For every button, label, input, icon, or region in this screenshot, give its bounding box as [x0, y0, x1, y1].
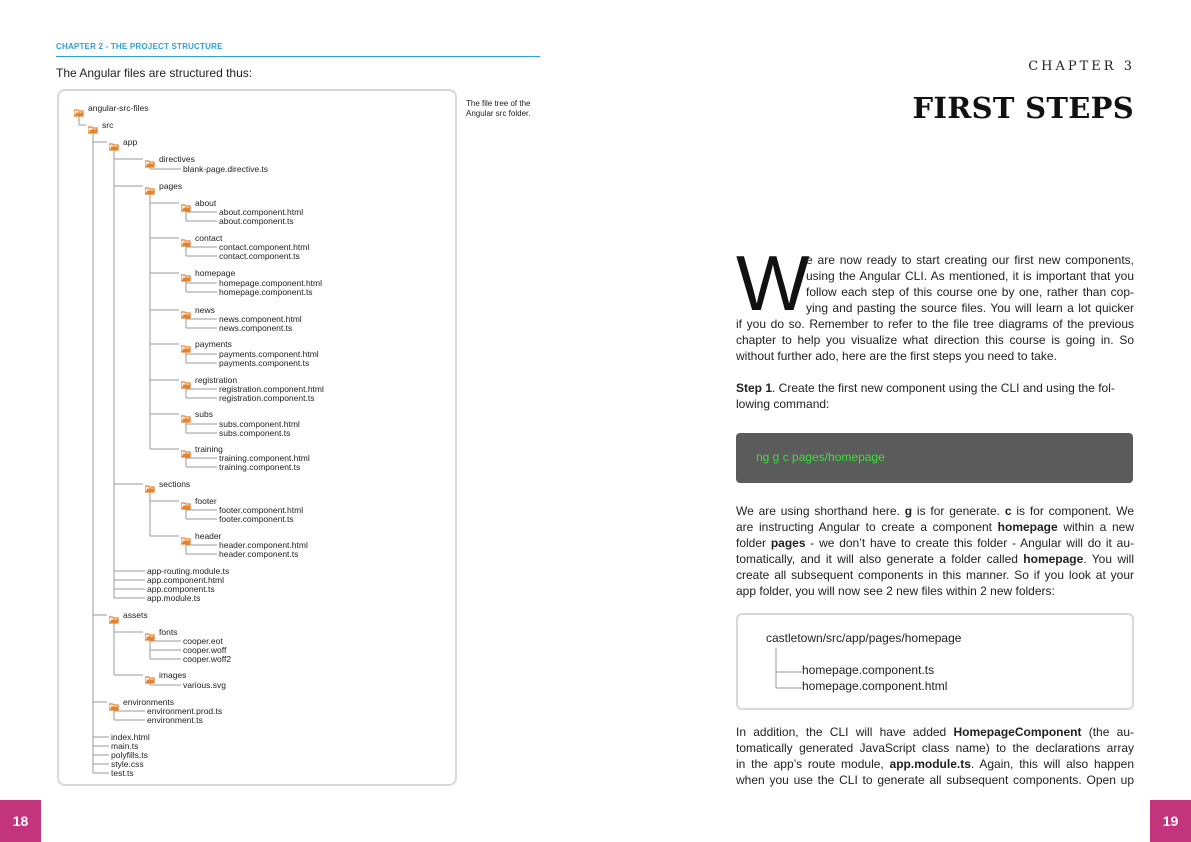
tree-folder: contact	[195, 233, 223, 243]
chapter-title: FIRST STEPS	[912, 91, 1134, 125]
tree-file: payments.component.html	[219, 349, 319, 359]
intro-line: without further ado, here are the first steps you need to take.	[736, 349, 1057, 363]
paragraph-line: are instructing Angular to create a component homepage within a new	[736, 520, 1134, 534]
intro-line: using the Angular CLI. As mentioned, it is important that you	[806, 269, 1134, 283]
tree-folder: app	[123, 137, 138, 147]
right-page	[596, 0, 1191, 842]
intro-text: The Angular files are structured thus:	[56, 66, 253, 80]
step1-label: Step 1	[736, 381, 773, 395]
intro-line: chapter to help you visualize what direction this course is going in. So	[736, 333, 1134, 347]
page-number-right: 19	[1150, 800, 1191, 842]
closing-paragraph	[736, 724, 1134, 788]
folder-icon	[181, 234, 191, 241]
dropcap-letter: W	[736, 239, 810, 327]
intro-line: e are now ready to start creating our first new components,	[806, 253, 1134, 267]
left-page	[0, 0, 595, 842]
tree-file: header.component.ts	[219, 549, 299, 559]
bold-term: homepage	[997, 520, 1058, 534]
tree-file: payments.component.ts	[219, 358, 310, 368]
folder-icon	[181, 445, 191, 452]
tree-folder: payments	[195, 339, 232, 349]
tree-file: test.ts	[111, 768, 134, 778]
tree-file: blank-page.directive.ts	[183, 164, 269, 174]
tree-file: app.module.ts	[147, 593, 201, 603]
folder-icon	[181, 376, 191, 383]
folder-icon	[145, 671, 155, 678]
tree-file: about.component.html	[219, 207, 304, 217]
paragraph-line: tomatically generated JavaScript class name) to the declarations array	[736, 741, 1134, 755]
tree-file: news.component.ts	[219, 323, 293, 333]
folder-icon	[145, 628, 155, 635]
bold-term: HomepageComponent	[953, 725, 1082, 739]
header-rule	[56, 56, 540, 57]
tree-folder: news	[195, 305, 215, 315]
tree-file: environment.prod.ts	[147, 706, 223, 716]
bold-term: c	[1004, 504, 1012, 518]
tree-file: subs.component.html	[219, 419, 300, 429]
intro-paragraph	[736, 316, 1134, 364]
paragraph-line: tomatically, and it will also generate a folder called homepage. You will	[736, 552, 1135, 566]
tree-file: registration.component.html	[219, 384, 324, 394]
bold-term: homepage	[1023, 552, 1084, 566]
tree-file: cooper.eot	[183, 636, 223, 646]
tree-file: style.css	[111, 759, 144, 769]
tree-folder: src	[102, 120, 114, 130]
command-code-block	[736, 433, 1133, 483]
tree-caption: The file tree of the Angular src folder.	[466, 99, 531, 118]
tree-folder: environments	[123, 697, 175, 707]
intro-line: follow each step of this course one by one, rather than cop-	[806, 285, 1134, 299]
paragraph-line: app folder, you will now see 2 new files within 2 new folders:	[736, 584, 1055, 598]
tree-file: main.ts	[111, 741, 139, 751]
tree-folder: registration	[195, 375, 238, 385]
tree-folder: subs	[195, 409, 213, 419]
folder-icon	[181, 410, 191, 417]
step1-text-continued: lowing command:	[736, 397, 830, 411]
tree-file: header.component.html	[219, 540, 308, 550]
tree-file: app.component.ts	[147, 584, 215, 594]
folder-icon	[181, 497, 191, 504]
folder-icon	[109, 611, 119, 618]
tree-file: cooper.woff	[183, 645, 227, 655]
tree-folder: homepage	[195, 268, 236, 278]
tree-file: app-routing.module.ts	[147, 566, 230, 576]
tree-folder: about	[195, 198, 217, 208]
tree-folder: directives	[159, 154, 195, 164]
tree-file: subs.component.ts	[219, 428, 291, 438]
tree-file: training.component.html	[219, 453, 310, 463]
tree-file: footer.component.ts	[219, 514, 294, 524]
tree-file: footer.component.html	[219, 505, 304, 515]
paragraph-line: in the app’s route module, app.module.ts. Again, this will also happen	[736, 757, 1134, 771]
bold-term: pages	[770, 536, 806, 550]
tree-folder: training	[195, 444, 223, 454]
tree-file: cooper.woff2	[183, 654, 232, 664]
folder-icon	[145, 480, 155, 487]
folder-path: castletown/src/app/pages/homepage	[766, 631, 962, 645]
tree-file: news.component.html	[219, 314, 302, 324]
folder-icon	[181, 532, 191, 539]
intro-line: if you do so. Remember to refer to the file tree diagrams of the previous	[736, 317, 1134, 331]
folder-icon	[109, 698, 119, 705]
folder-icon	[181, 269, 191, 276]
paragraph-line: We are using shorthand here. g is for generate. c is for component. We	[736, 504, 1135, 518]
tree-folder: pages	[159, 181, 183, 191]
new-file-ts: homepage.component.ts	[802, 663, 935, 677]
tree-folder: sections	[159, 479, 191, 489]
tree-file: homepage.component.ts	[219, 287, 313, 297]
tree-file: environment.ts	[147, 715, 203, 725]
step1-text: . Create the first new component using the CLI and using the fol-	[772, 381, 1115, 395]
tree-file: about.component.ts	[219, 216, 294, 226]
folder-icon	[109, 138, 119, 145]
folder-icon	[181, 340, 191, 347]
page-number-left: 18	[0, 800, 41, 842]
running-header: CHAPTER 2 - THE PROJECT STRUCTURE	[56, 42, 223, 51]
file-tree-box	[57, 89, 457, 786]
bold-term: g	[904, 504, 913, 518]
command-text: ng g c pages/homepage	[756, 450, 885, 464]
tree-file: polyfills.ts	[111, 750, 148, 760]
intro-line: ying and pasting the source files. You will learn a lot quicker	[806, 301, 1134, 315]
bold-term: app.module.ts	[889, 757, 971, 771]
tree-folder: images	[159, 670, 187, 680]
tree-file: various.svg	[183, 680, 226, 690]
folder-icon	[181, 199, 191, 206]
folder-path-block	[736, 613, 1134, 710]
tree-folder: angular-src-files	[88, 103, 149, 113]
tree-folder: fonts	[159, 627, 178, 637]
chapter-label: CHAPTER 3	[1028, 59, 1135, 74]
tree-folder: header	[195, 531, 222, 541]
tree-file: app.component.html	[147, 575, 225, 585]
tree-folder: assets	[123, 610, 148, 620]
folder-icon	[74, 104, 84, 111]
explanation-paragraph	[736, 503, 1134, 599]
paragraph-line: when you use the CLI to generate all subsequent components. Open up	[736, 773, 1134, 787]
folder-icon	[145, 182, 155, 189]
tree-file: registration.component.ts	[219, 393, 315, 403]
paragraph-line: create all subsequent components in this manner. So if you look at your	[736, 568, 1134, 582]
tree-file: training.component.ts	[219, 462, 301, 472]
tree-file: contact.component.ts	[219, 251, 300, 261]
paragraph-line: In addition, the CLI will have added HomepageComponent (the au-	[736, 725, 1134, 739]
step1-paragraph	[736, 380, 1134, 412]
tree-folder: footer	[195, 496, 217, 506]
folder-icon	[145, 155, 155, 162]
tree-file: index.html	[111, 732, 150, 742]
tree-file: contact.component.html	[219, 242, 310, 252]
new-file-html: homepage.component.html	[802, 679, 948, 693]
folder-icon	[88, 121, 98, 128]
paragraph-line: folder pages - we don’t have to create this folder - Angular will do it au-	[736, 536, 1134, 550]
tree-file: homepage.component.html	[219, 278, 323, 288]
folder-icon	[181, 306, 191, 313]
